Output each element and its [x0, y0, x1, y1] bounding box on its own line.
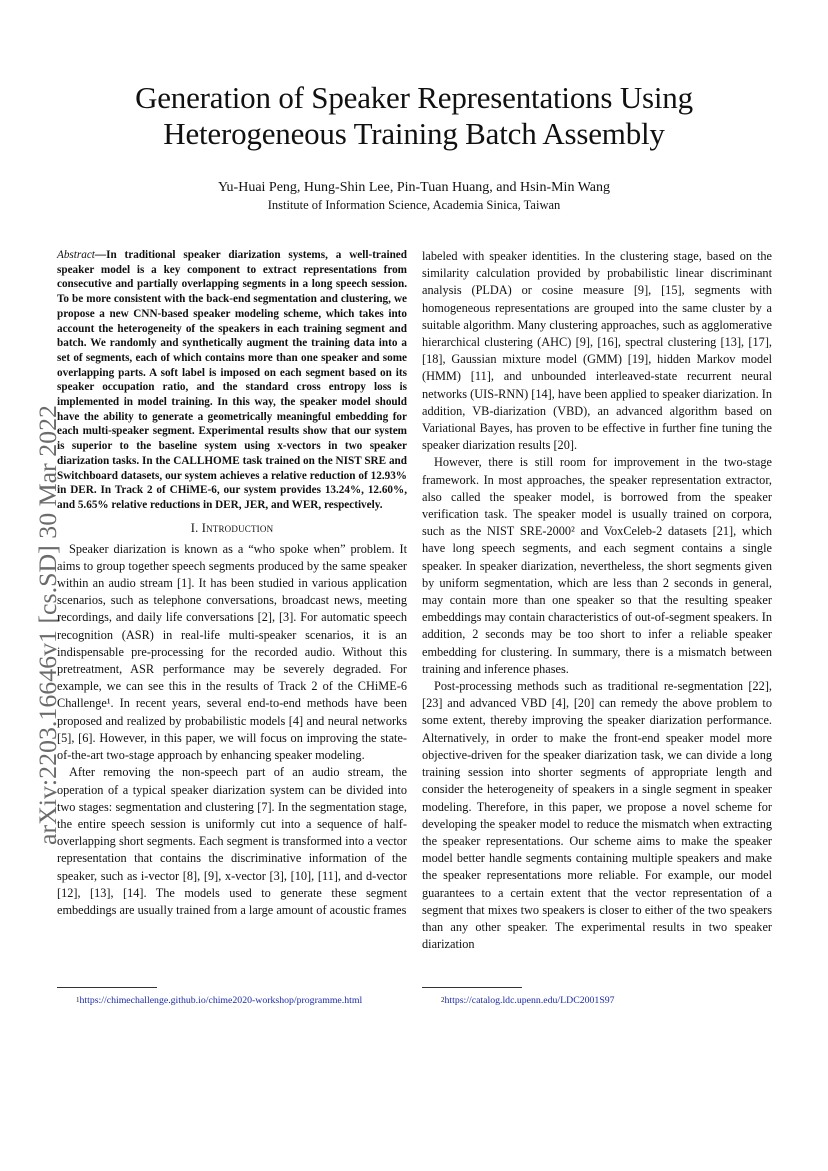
footnote-2-link[interactable]: https://catalog.ldc.upenn.edu/LDC2001S97 [444, 995, 615, 1006]
arxiv-stamp-text: arXiv:2203.16646v1 [cs.SD] 30 Mar 2022 [33, 411, 62, 845]
footnote-2 [441, 994, 615, 1007]
footnote-rule-right [422, 987, 522, 988]
footnote-1-number: 1 [76, 996, 80, 1004]
abstract-text: —In traditional speaker diarization systems, a well-trained speaker model is a key component to extract representations from consecutive and partially overlapping segments in a long speech session. To be more consistent with the back-end segmentation and clustering, we propose a new CNN-based speaker modeling scheme, which takes into account the heterogeneity of the speakers in each training segment and batch. We randomly and synthetically augment the training data into a set of segments, each of which contains more than one speaker and some overlapping parts. A soft label is imposed on each segment based on its speaker occupation ratio, and the standard cross entropy loss is implemented in model training. In this way, the speaker model should have the ability to generate a geometrically meaningful embedding for each multi-speaker segment. Experimental results show that our system is superior to the baseline system using x-vectors in two speaker diarization tasks. In the CALLHOME task trained on the NIST SRE and Switchboard datasets, our system achieves a relative reduction of 12.93% in DER. In Track 2 of CHiME-6, our system provides 13.24%, 12.60%, and 5.65% relative reductions in DER, JER, and WER, respectively. [57, 249, 407, 511]
right-column [422, 248, 772, 953]
footnote-rule-left [57, 987, 157, 988]
footnote-1 [76, 994, 362, 1007]
intro-paragraph-5: Post-processing methods such as traditional re-segmentation [22], [23] and advanced VBD [4], [20] can remedy the above problem to some extent, thereby improving the speaker diarization performance. Alternatively, in order to make the front-end speaker model more objective-driven for the speaker diarization task, we can divide a long training session into shorter segments of appropriate length and consider the heterogeneity of speakers in a single segment in speaker modeling. Therefore, in this paper, we propose a novel scheme for developing the speaker model to reduce the mismatch when extracting the speaker representations. Our scheme aims to make the speaker model better handle segments containing multiple speakers and make the speaker representations more reliable. For example, our model guarantees to a certain extent that the vector representation of a segment that mixes two speakers is closer to either of the two speakers than any other speaker. The experimental results in two speaker diarization [422, 679, 772, 952]
author-list: Yu-Huai Peng, Hung-Shin Lee, Pin-Tuan Huang, and Hsin-Min Wang [217, 180, 610, 195]
intro-paragraph-4: However, there is still room for improvement in the two-stage framework. In most approaches, the speaker representation extractor, also called the speaker model, is borrowed from the speaker verification task. The speaker model is usually trained on corpora, such as the NIST SRE-2000² and VoxCeleb-2 datasets [21], which have long speech segments, and each segment contains a single speaker. In speaker diarization, nevertheless, the short segments given by uniform segmentation, which are less than 2 seconds in general, may contain more than one speaker so that the resulting speaker embeddings may contain characteristics of out-of-segment speakers. In addition, 2 seconds may be too short to infer a reliable speaker embedding for clustering. In summary, there is a mismatch between training and inference phases. [422, 455, 772, 676]
left-column [57, 248, 407, 919]
intro-paragraph-3: labeled with speaker identities. In the clustering stage, based on the similarity calculation provided by probabilistic linear discriminant analysis (PLDA) or cosine measure [9], [15], segments with homogeneous representations are grouped into the same cluster by a suitable algorithm. Many clustering approaches, such as agglomerative hierarchical clustering (AHC) [9], [16], spectral clustering [13], [17], [18], Gaussian mixture model (GMM) [19], hidden Markov model (HMM) [11], and unbounded interleaved-state recurrent neural networks (UIS-RNN) [14], have been applied to speaker diarization. In addition, VB-diarization (VBD), an advanced algorithm based on Variational Bayes, has proven to be effective in further fine tuning the speaker diarization results [20]. [422, 249, 773, 453]
paper-title [60, 80, 768, 152]
abstract-label: Abstract [57, 249, 95, 261]
affiliation: Institute of Information Science, Academia Sinica, Taiwan [267, 198, 561, 212]
title-line-1: Generation of Speaker Representations Using [135, 80, 693, 115]
intro-paragraph-2: After removing the non-speech part of an audio stream, the operation of a typical speaker diarization system can be divided into two stages: segmentation and clustering [7]. In the segmentation stage, the entire speech session is uniformly cut into a sequence of half-overlapping short segments. Each segment is transformed into a vector representation that contains the discriminative information of the speaker, such as i-vector [8], [9], x-vector [3], [10], [11], and d-vector [12], [13], [14]. The models used to generate these segment embeddings are usually trained from a large amount of acoustic frames [57, 765, 407, 917]
footnote-1-link[interactable]: https://chimechallenge.github.io/chime2020-workshop/programme.html [79, 995, 363, 1006]
intro-paragraph-1: Speaker diarization is known as a “who spoke when” problem. It aims to group together speech segments produced by the same speaker within an audio stream [1]. It has been studied in various application scenarios, such as telephone conversations, broadcast news, meeting recordings, and daily life conversations [2], [3]. For automatic speech recognition (ASR) in real-life multi-speaker scenarios, it is an indispensable pre-processing for the recorded audio. Without this pretreatment, ASR performance may be severely degraded. For example, we can see this in the results of Track 2 of the CHiME-6 Challenge¹. In recent years, several end-to-end methods have been proposed and realized by probabilistic models [4] and neural networks [5], [6]. However, in this paper, we will focus on improving the state-of-the-art two-stage approach by enhancing speaker modeling. [57, 541, 407, 763]
section-heading-introduction: I. Introduction [190, 520, 274, 535]
abstract [57, 248, 407, 513]
title-line-2: Heterogeneous Training Batch Assembly [163, 116, 665, 151]
footnote-2-number: 2 [441, 996, 445, 1004]
